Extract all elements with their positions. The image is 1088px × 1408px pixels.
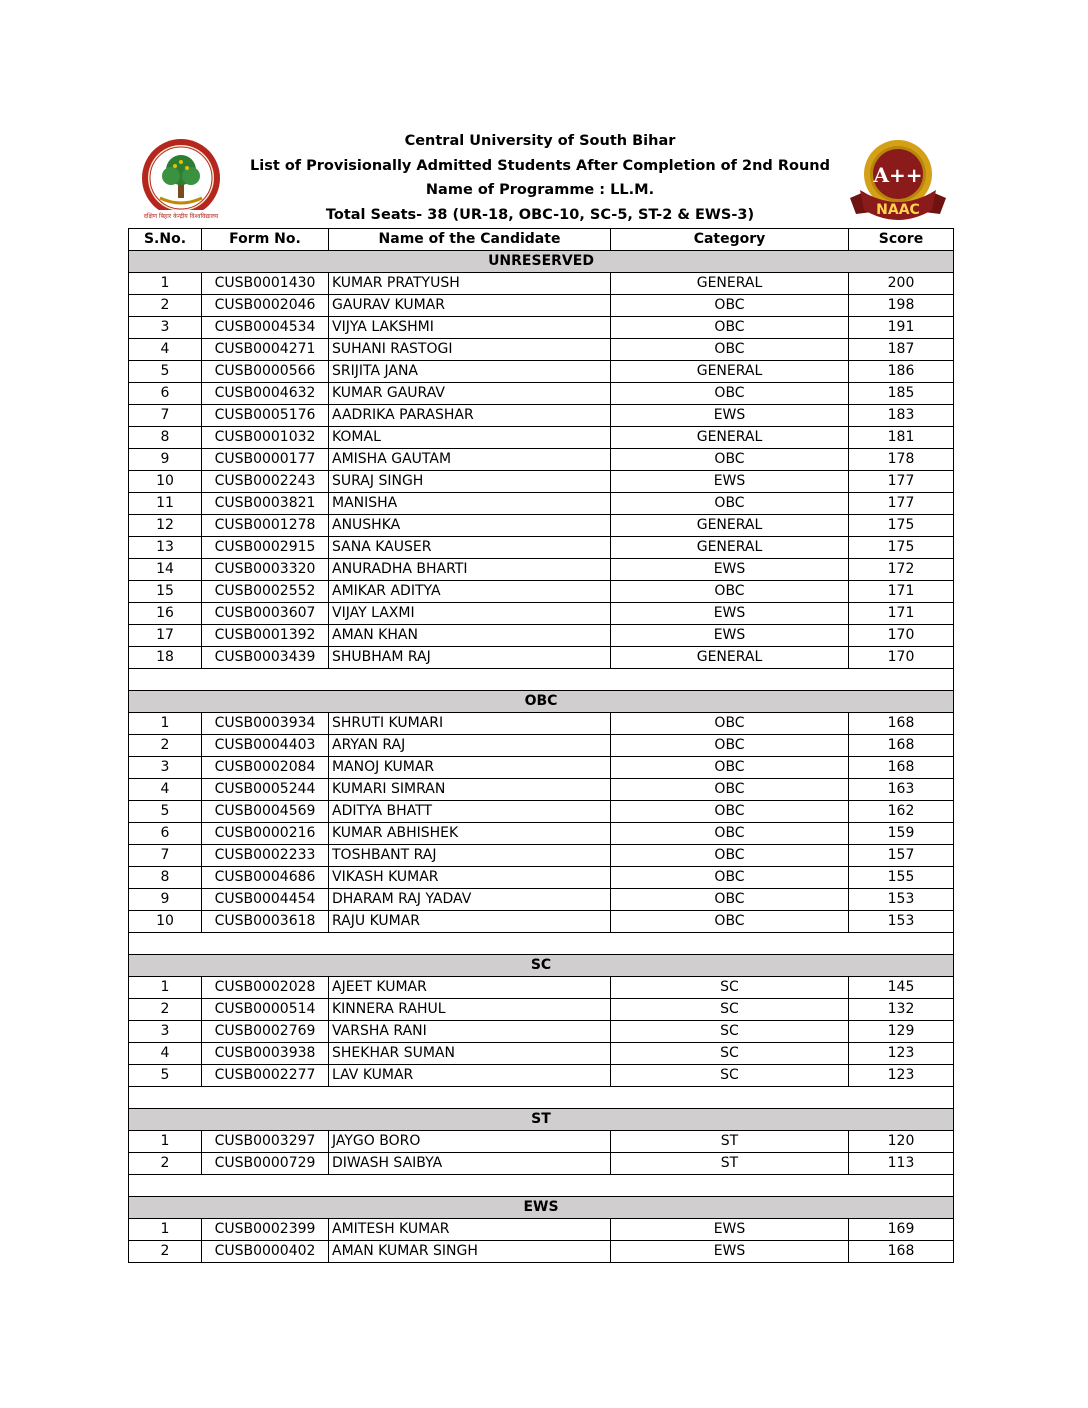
row-sno: 18 [129, 647, 202, 669]
spacer-row [129, 1175, 954, 1197]
row-score: 129 [849, 1021, 954, 1043]
row-score: 162 [849, 801, 954, 823]
table-row [129, 757, 954, 779]
row-form-no: CUSB0003320 [202, 559, 329, 581]
table-row [129, 317, 954, 339]
row-score: 178 [849, 449, 954, 471]
row-candidate-name: KUMAR GAURAV [329, 383, 611, 405]
row-form-no: CUSB0002243 [202, 471, 329, 493]
row-sno: 1 [129, 1131, 202, 1153]
row-sno: 7 [129, 405, 202, 427]
row-score: 172 [849, 559, 954, 581]
row-category: OBC [611, 449, 849, 471]
row-category: EWS [611, 471, 849, 493]
row-category: GENERAL [611, 273, 849, 295]
spacer-row [129, 1087, 954, 1109]
row-form-no: CUSB0004632 [202, 383, 329, 405]
row-candidate-name: AMAN KUMAR SINGH [329, 1241, 611, 1263]
row-score: 171 [849, 603, 954, 625]
row-score: 153 [849, 911, 954, 933]
table-row [129, 845, 954, 867]
row-form-no: CUSB0002028 [202, 977, 329, 999]
row-score: 168 [849, 735, 954, 757]
row-sno: 8 [129, 427, 202, 449]
row-score: 169 [849, 1219, 954, 1241]
row-sno: 2 [129, 1153, 202, 1175]
spacer-cell [129, 1087, 954, 1109]
row-score: 153 [849, 889, 954, 911]
row-category: ST [611, 1131, 849, 1153]
row-category: GENERAL [611, 361, 849, 383]
row-category: EWS [611, 625, 849, 647]
row-score: 181 [849, 427, 954, 449]
row-form-no: CUSB0002399 [202, 1219, 329, 1241]
row-sno: 13 [129, 537, 202, 559]
table-row [129, 1065, 954, 1087]
row-candidate-name: VIJYA LAKSHMI [329, 317, 611, 339]
row-candidate-name: VIKASH KUMAR [329, 867, 611, 889]
row-candidate-name: KOMAL [329, 427, 611, 449]
table-row [129, 537, 954, 559]
section-header-row [129, 955, 954, 977]
col-header-name: Name of the Candidate [329, 229, 611, 251]
row-sno: 10 [129, 471, 202, 493]
section-title: UNRESERVED [129, 251, 954, 273]
row-candidate-name: SHUBHAM RAJ [329, 647, 611, 669]
row-category: EWS [611, 603, 849, 625]
list-title: List of Provisionally Admitted Students After Completion of 2nd Round [250, 158, 830, 174]
document-header [128, 128, 952, 228]
table-header-row [129, 229, 954, 251]
row-candidate-name: MANISHA [329, 493, 611, 515]
row-candidate-name: ANUSHKA [329, 515, 611, 537]
row-candidate-name: KUMAR ABHISHEK [329, 823, 611, 845]
row-sno: 12 [129, 515, 202, 537]
row-category: GENERAL [611, 537, 849, 559]
row-score: 170 [849, 647, 954, 669]
row-form-no: CUSB0000402 [202, 1241, 329, 1263]
row-category: GENERAL [611, 427, 849, 449]
row-category: OBC [611, 383, 849, 405]
table-row [129, 999, 954, 1021]
table-row [129, 823, 954, 845]
row-form-no: CUSB0005176 [202, 405, 329, 427]
table-row [129, 867, 954, 889]
row-form-no: CUSB0000729 [202, 1153, 329, 1175]
col-header-form-no: Form No. [202, 229, 329, 251]
table-row [129, 1153, 954, 1175]
row-form-no: CUSB0002915 [202, 537, 329, 559]
university-name: Central University of South Bihar [404, 133, 676, 149]
section-title: EWS [129, 1197, 954, 1219]
row-sno: 8 [129, 867, 202, 889]
row-sno: 5 [129, 1065, 202, 1087]
row-category: SC [611, 1021, 849, 1043]
row-category: OBC [611, 845, 849, 867]
row-candidate-name: AMITESH KUMAR [329, 1219, 611, 1241]
spacer-cell [129, 669, 954, 691]
row-sno: 6 [129, 823, 202, 845]
row-category: OBC [611, 823, 849, 845]
section-title: ST [129, 1109, 954, 1131]
row-candidate-name: SUHANI RASTOGI [329, 339, 611, 361]
table-row [129, 1021, 954, 1043]
table-row [129, 449, 954, 471]
row-score: 185 [849, 383, 954, 405]
row-score: 123 [849, 1043, 954, 1065]
row-sno: 2 [129, 295, 202, 317]
table-row [129, 581, 954, 603]
row-category: SC [611, 999, 849, 1021]
section-header-row [129, 691, 954, 713]
row-sno: 15 [129, 581, 202, 603]
row-form-no: CUSB0002277 [202, 1065, 329, 1087]
row-category: GENERAL [611, 647, 849, 669]
row-category: EWS [611, 1241, 849, 1263]
row-sno: 4 [129, 779, 202, 801]
table-row [129, 427, 954, 449]
row-category: OBC [611, 581, 849, 603]
row-score: 155 [849, 867, 954, 889]
table-row [129, 1131, 954, 1153]
row-category: EWS [611, 1219, 849, 1241]
row-category: OBC [611, 889, 849, 911]
row-score: 187 [849, 339, 954, 361]
row-form-no: CUSB0001392 [202, 625, 329, 647]
row-category: OBC [611, 295, 849, 317]
row-score: 157 [849, 845, 954, 867]
row-score: 123 [849, 1065, 954, 1087]
table-row [129, 911, 954, 933]
table-row [129, 493, 954, 515]
row-form-no: CUSB0004403 [202, 735, 329, 757]
programme-name: Name of Programme : LL.M. [425, 182, 655, 198]
table-row [129, 383, 954, 405]
row-form-no: CUSB0000566 [202, 361, 329, 383]
table-row [129, 1241, 954, 1263]
row-category: OBC [611, 911, 849, 933]
table-row [129, 603, 954, 625]
row-sno: 5 [129, 801, 202, 823]
spacer-row [129, 933, 954, 955]
row-score: 177 [849, 493, 954, 515]
table-row [129, 515, 954, 537]
row-candidate-name: TOSHBANT RAJ [329, 845, 611, 867]
row-form-no: CUSB0000177 [202, 449, 329, 471]
row-sno: 3 [129, 1021, 202, 1043]
row-score: 120 [849, 1131, 954, 1153]
table-row [129, 889, 954, 911]
row-score: 163 [849, 779, 954, 801]
col-header-category: Category [611, 229, 849, 251]
row-form-no: CUSB0004454 [202, 889, 329, 911]
row-form-no: CUSB0004569 [202, 801, 329, 823]
row-form-no: CUSB0002769 [202, 1021, 329, 1043]
row-candidate-name: SHRUTI KUMARI [329, 713, 611, 735]
row-sno: 5 [129, 361, 202, 383]
row-category: OBC [611, 713, 849, 735]
section-header-row [129, 1109, 954, 1131]
row-form-no: CUSB0002233 [202, 845, 329, 867]
naac-grade: A++ [873, 163, 923, 187]
table-row [129, 779, 954, 801]
row-sno: 9 [129, 889, 202, 911]
row-sno: 4 [129, 1043, 202, 1065]
row-category: EWS [611, 405, 849, 427]
table-row [129, 1219, 954, 1241]
table-row [129, 801, 954, 823]
row-score: 132 [849, 999, 954, 1021]
row-sno: 9 [129, 449, 202, 471]
spacer-row [129, 669, 954, 691]
row-candidate-name: LAV KUMAR [329, 1065, 611, 1087]
row-candidate-name: ADITYA BHATT [329, 801, 611, 823]
row-sno: 1 [129, 1219, 202, 1241]
row-candidate-name: MANOJ KUMAR [329, 757, 611, 779]
row-score: 168 [849, 1241, 954, 1263]
row-candidate-name: KINNERA RAHUL [329, 999, 611, 1021]
row-score: 145 [849, 977, 954, 999]
row-form-no: CUSB0003297 [202, 1131, 329, 1153]
row-form-no: CUSB0004686 [202, 867, 329, 889]
row-sno: 1 [129, 977, 202, 999]
table-row [129, 471, 954, 493]
row-score: 170 [849, 625, 954, 647]
row-form-no: CUSB0003607 [202, 603, 329, 625]
row-sno: 2 [129, 735, 202, 757]
section-title: OBC [129, 691, 954, 713]
row-sno: 1 [129, 713, 202, 735]
row-category: SC [611, 1043, 849, 1065]
row-sno: 16 [129, 603, 202, 625]
row-score: 113 [849, 1153, 954, 1175]
spacer-cell [129, 1175, 954, 1197]
row-score: 186 [849, 361, 954, 383]
row-candidate-name: AMIKAR ADITYA [329, 581, 611, 603]
row-category: OBC [611, 339, 849, 361]
table-row [129, 295, 954, 317]
row-candidate-name: SRIJITA JANA [329, 361, 611, 383]
row-score: 171 [849, 581, 954, 603]
row-candidate-name: VARSHA RANI [329, 1021, 611, 1043]
row-candidate-name: ANURADHA BHARTI [329, 559, 611, 581]
row-score: 168 [849, 713, 954, 735]
row-sno: 17 [129, 625, 202, 647]
row-form-no: CUSB0003821 [202, 493, 329, 515]
row-sno: 3 [129, 317, 202, 339]
row-candidate-name: AMISHA GAUTAM [329, 449, 611, 471]
row-sno: 7 [129, 845, 202, 867]
row-category: OBC [611, 801, 849, 823]
table-row [129, 977, 954, 999]
row-sno: 6 [129, 383, 202, 405]
row-candidate-name: SURAJ SINGH [329, 471, 611, 493]
row-form-no: CUSB0003938 [202, 1043, 329, 1065]
row-sno: 1 [129, 273, 202, 295]
row-sno: 4 [129, 339, 202, 361]
col-header-score: Score [849, 229, 954, 251]
row-score: 175 [849, 537, 954, 559]
table-row [129, 713, 954, 735]
row-score: 183 [849, 405, 954, 427]
admission-table [128, 228, 954, 1263]
row-score: 198 [849, 295, 954, 317]
section-header-row [129, 1197, 954, 1219]
table-row [129, 361, 954, 383]
row-sno: 2 [129, 999, 202, 1021]
row-category: OBC [611, 757, 849, 779]
row-form-no: CUSB0003439 [202, 647, 329, 669]
row-score: 168 [849, 757, 954, 779]
row-category: ST [611, 1153, 849, 1175]
section-header-row [129, 251, 954, 273]
row-form-no: CUSB0003934 [202, 713, 329, 735]
row-form-no: CUSB0004534 [202, 317, 329, 339]
row-form-no: CUSB0004271 [202, 339, 329, 361]
row-candidate-name: ARYAN RAJ [329, 735, 611, 757]
row-candidate-name: KUMAR PRATYUSH [329, 273, 611, 295]
row-score: 177 [849, 471, 954, 493]
row-candidate-name: DIWASH SAIBYA [329, 1153, 611, 1175]
table-row [129, 735, 954, 757]
row-form-no: CUSB0005244 [202, 779, 329, 801]
row-category: OBC [611, 493, 849, 515]
table-row [129, 625, 954, 647]
col-header-sno: S.No. [129, 229, 202, 251]
row-candidate-name: GAURAV KUMAR [329, 295, 611, 317]
row-category: GENERAL [611, 515, 849, 537]
row-category: OBC [611, 735, 849, 757]
row-category: SC [611, 977, 849, 999]
table-body [129, 251, 954, 1263]
row-form-no: CUSB0001278 [202, 515, 329, 537]
table-row [129, 1043, 954, 1065]
row-form-no: CUSB0000216 [202, 823, 329, 845]
row-sno: 14 [129, 559, 202, 581]
row-category: OBC [611, 779, 849, 801]
spacer-cell [129, 933, 954, 955]
row-candidate-name: AJEET KUMAR [329, 977, 611, 999]
table-row [129, 405, 954, 427]
row-candidate-name: SANA KAUSER [329, 537, 611, 559]
row-sno: 3 [129, 757, 202, 779]
row-candidate-name: VIJAY LAXMI [329, 603, 611, 625]
row-score: 200 [849, 273, 954, 295]
row-category: EWS [611, 559, 849, 581]
row-form-no: CUSB0003618 [202, 911, 329, 933]
table-row [129, 647, 954, 669]
row-form-no: CUSB0001032 [202, 427, 329, 449]
row-form-no: CUSB0002552 [202, 581, 329, 603]
row-category: SC [611, 1065, 849, 1087]
naac-label: NAAC [876, 202, 920, 218]
row-candidate-name: KUMARI SIMRAN [329, 779, 611, 801]
row-candidate-name: AADRIKA PARASHAR [329, 405, 611, 427]
emblem-motto: दक्षिण बिहार केन्द्रीय विश्वविद्यालय [143, 213, 219, 220]
row-category: OBC [611, 317, 849, 339]
row-sno: 11 [129, 493, 202, 515]
row-sno: 2 [129, 1241, 202, 1263]
row-candidate-name: SHEKHAR SUMAN [329, 1043, 611, 1065]
row-candidate-name: RAJU KUMAR [329, 911, 611, 933]
row-score: 175 [849, 515, 954, 537]
row-sno: 10 [129, 911, 202, 933]
row-form-no: CUSB0002046 [202, 295, 329, 317]
row-category: OBC [611, 867, 849, 889]
table-row [129, 559, 954, 581]
table-row [129, 339, 954, 361]
row-form-no: CUSB0002084 [202, 757, 329, 779]
row-score: 159 [849, 823, 954, 845]
section-title: SC [129, 955, 954, 977]
table-row [129, 273, 954, 295]
row-candidate-name: JAYGO BORO [329, 1131, 611, 1153]
row-form-no: CUSB0000514 [202, 999, 329, 1021]
row-score: 191 [849, 317, 954, 339]
row-candidate-name: AMAN KHAN [329, 625, 611, 647]
row-form-no: CUSB0001430 [202, 273, 329, 295]
total-seats: Total Seats- 38 (UR-18, OBC-10, SC-5, ST-2 & EWS-3) [325, 207, 755, 223]
row-candidate-name: DHARAM RAJ YADAV [329, 889, 611, 911]
